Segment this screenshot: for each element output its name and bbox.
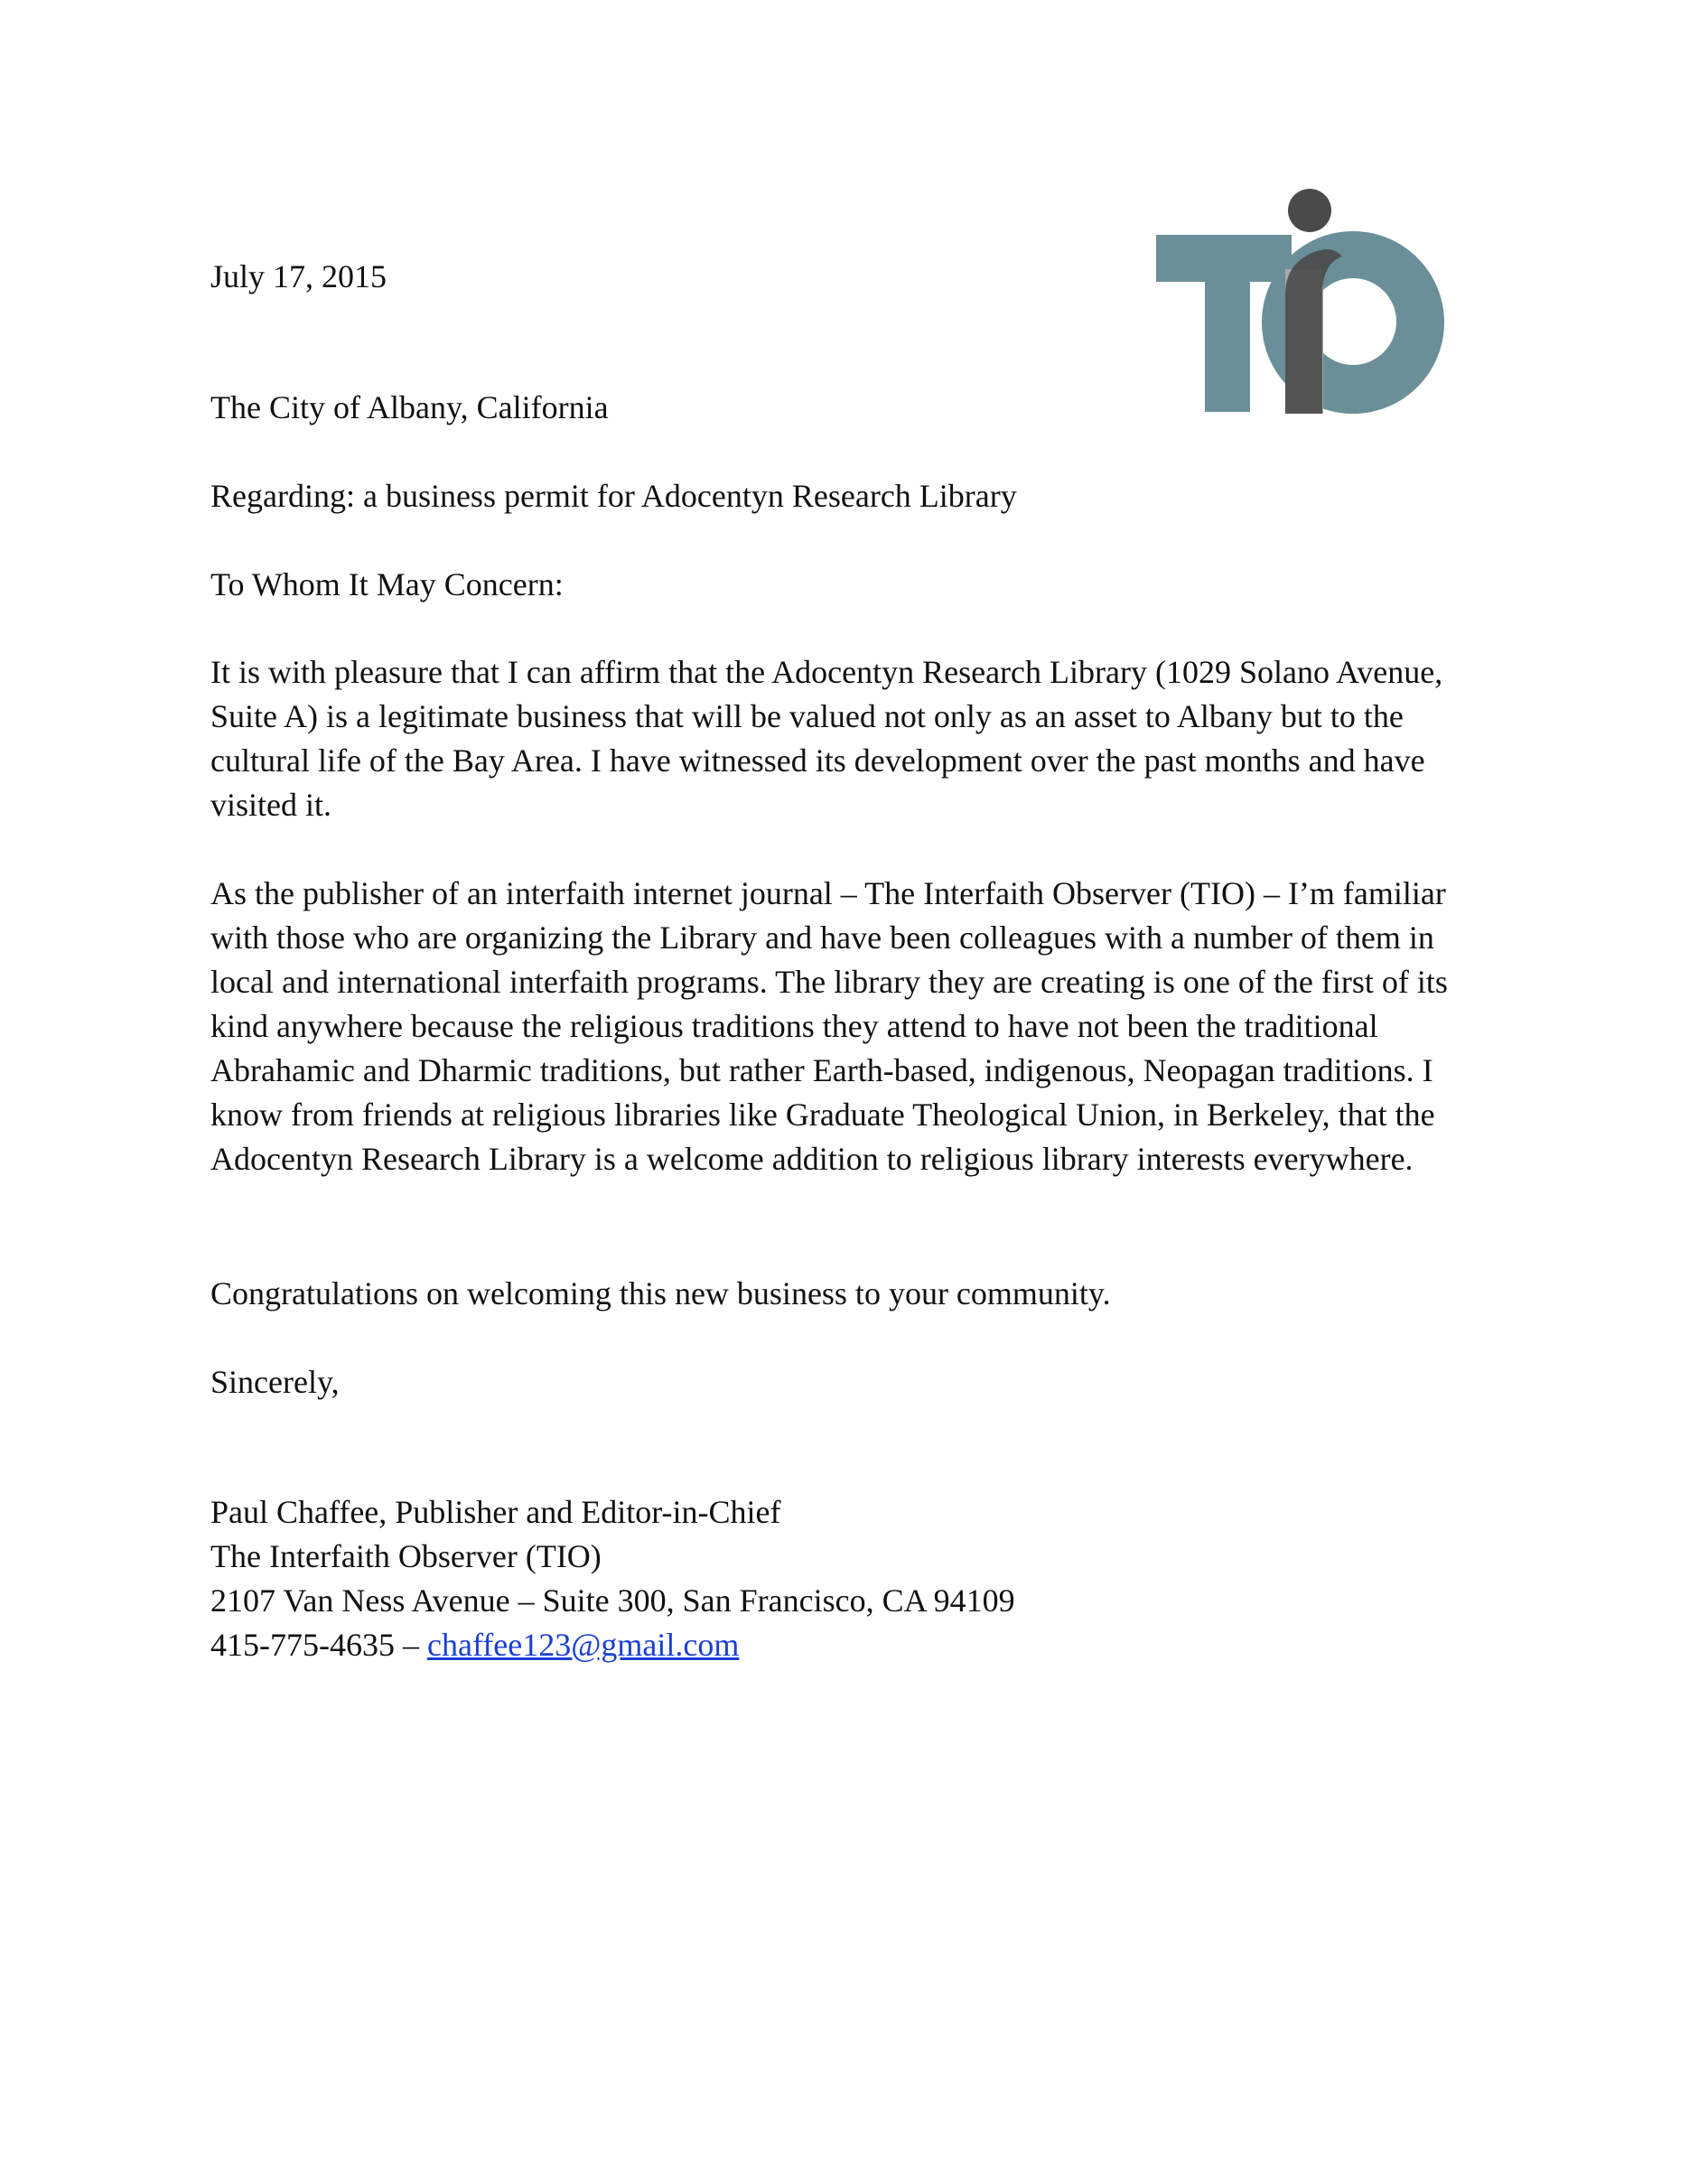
letter-paragraph: It is with pleasure that I can affirm that the Adocentyn Research Library (1029 Solano Avenue, Suite A) is a legitimate business that will be valued not only as an asset to Albany but to the cultural life of the Bay Area. I have witnessed its development over the past months and have visited it. [210, 654, 1443, 823]
tio-logo [1156, 188, 1463, 414]
letter-subject: Regarding: a business permit for Adocentyn Research Library [210, 478, 1017, 514]
signature-organization: The Interfaith Observer (TIO) [210, 1538, 602, 1574]
email-link[interactable]: chaffee123@gmail.com [426, 1627, 740, 1663]
letter-closing: Sincerely, [210, 1364, 340, 1400]
signature-contact-line [210, 1623, 1493, 1667]
signature-address: 2107 Van Ness Avenue – Suite 300, San Francisco, CA 94109 [210, 1582, 1015, 1619]
logo-i-dot [1288, 189, 1331, 232]
letter-paragraph: As the publisher of an interfaith internet journal – The Interfaith Observer (TIO) – I’m familiar with those who are organizing the Library and have been colleagues with a number of them in local and international interfaith programs. The library they are creating is one of the first of its kind anywhere because the religious traditions they attend to have not been the traditional Abrahamic and Dharmic traditions, but rather Earth-based, indigenous, Neopagan traditions. I know from friends at religious libraries like Graduate Theological Union, in Berkeley, that the Adocentyn Research Library is a welcome addition to religious library interests everywhere. [210, 875, 1448, 1177]
letter-salutation: To Whom It May Concern: [210, 566, 564, 602]
letter-recipient: The City of Albany, California [210, 389, 609, 425]
signature-name-title: Paul Chaffee, Publisher and Editor-in-Chief [210, 1494, 781, 1530]
letter-paragraph: Congratulations on welcoming this new business to your community. [210, 1275, 1111, 1311]
letter-date: July 17, 2015 [210, 258, 387, 294]
signature-phone: 415-775-4635 – [210, 1627, 427, 1663]
signature-block [210, 1490, 1493, 1667]
